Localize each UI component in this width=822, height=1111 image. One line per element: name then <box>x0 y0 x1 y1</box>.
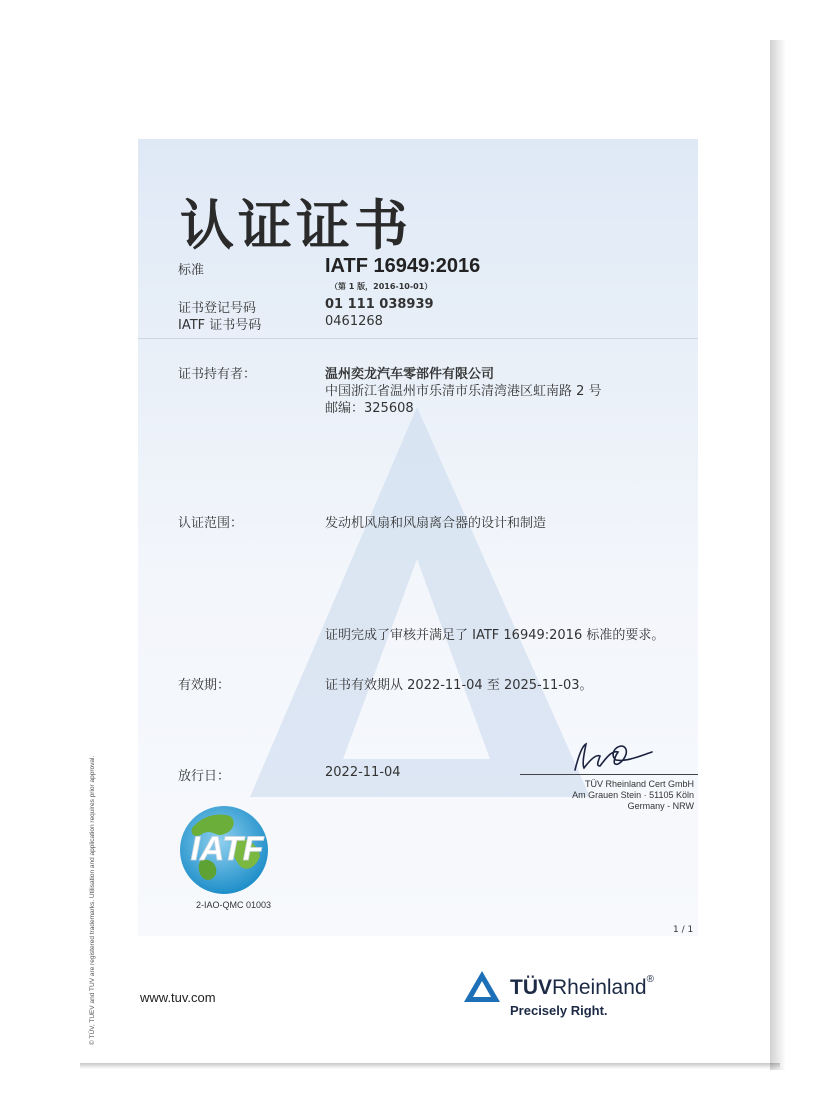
paper-edge-shadow <box>770 40 786 1070</box>
tuv-brand-bold: TÜV <box>510 976 552 999</box>
scope-value: 发动机风扇和风扇离合器的设计和制造 <box>325 516 547 531</box>
page-number: 1 / 1 <box>673 925 694 935</box>
tuv-brand-rest: Rheinland <box>552 976 647 999</box>
tuv-registered-mark: ® <box>646 974 654 985</box>
iatf-globe-logo <box>172 798 282 898</box>
issuer-street: Am Grauen Stein · 51105 Köln <box>572 790 694 800</box>
validity-value: 证书有效期从 2022-11-04 至 2025-11-03。 <box>325 678 593 693</box>
signature <box>560 738 670 778</box>
holder-label: 证书持有者： <box>178 367 257 382</box>
tuv-slogan: Precisely Right. <box>510 1003 608 1018</box>
holder-postcode: 邮编：325608 <box>325 401 414 416</box>
issuer-name: TÜV Rheinland Cert GmbH <box>584 779 694 789</box>
signature-line <box>520 774 698 775</box>
holder-address: 中国浙江省温州市乐清市乐清湾港区虹南路 2 号 <box>325 384 602 399</box>
scope-label: 认证范围： <box>178 516 244 531</box>
registration-number-label: 证书登记号码 <box>178 301 257 316</box>
tuv-triangle-logo <box>462 969 502 1005</box>
trademark-note: © TÜV, TUEV and TUV are registered trademarks. Utilisation and application requires prior approval. <box>89 755 96 1045</box>
issuer-block <box>572 779 694 812</box>
iatf-number-value: 0461268 <box>325 314 383 329</box>
standard-label: 标准 <box>178 263 205 278</box>
standard-edition: （第 1 版，2016-10-01） <box>330 282 433 291</box>
issue-date-value: 2022-11-04 <box>325 765 401 780</box>
validity-label: 有效期： <box>178 678 231 693</box>
standard-value: IATF 16949:2016 <box>325 255 481 277</box>
holder-name: 温州奕龙汽车零部件有限公司 <box>325 367 495 382</box>
tuv-brand-name <box>510 976 654 1000</box>
certificate-title: 认证证书 <box>180 194 412 257</box>
website-link[interactable]: www.tuv.com <box>140 990 216 1005</box>
compliance-statement: 证明完成了审核并满足了 IATF 16949:2016 标准的要求。 <box>325 628 665 643</box>
section-divider <box>138 338 698 339</box>
issuer-region: Germany - NRW <box>627 801 694 811</box>
iatf-office-code: 2-IAO-QMC 01003 <box>196 900 272 910</box>
iatf-logo-text: IATF <box>190 830 264 868</box>
issue-date-label: 放行日： <box>178 769 231 784</box>
paper-bottom-shadow <box>80 1063 780 1069</box>
registration-number-value: 01 111 038939 <box>325 297 434 312</box>
iatf-number-label: IATF 证书号码 <box>178 318 262 333</box>
